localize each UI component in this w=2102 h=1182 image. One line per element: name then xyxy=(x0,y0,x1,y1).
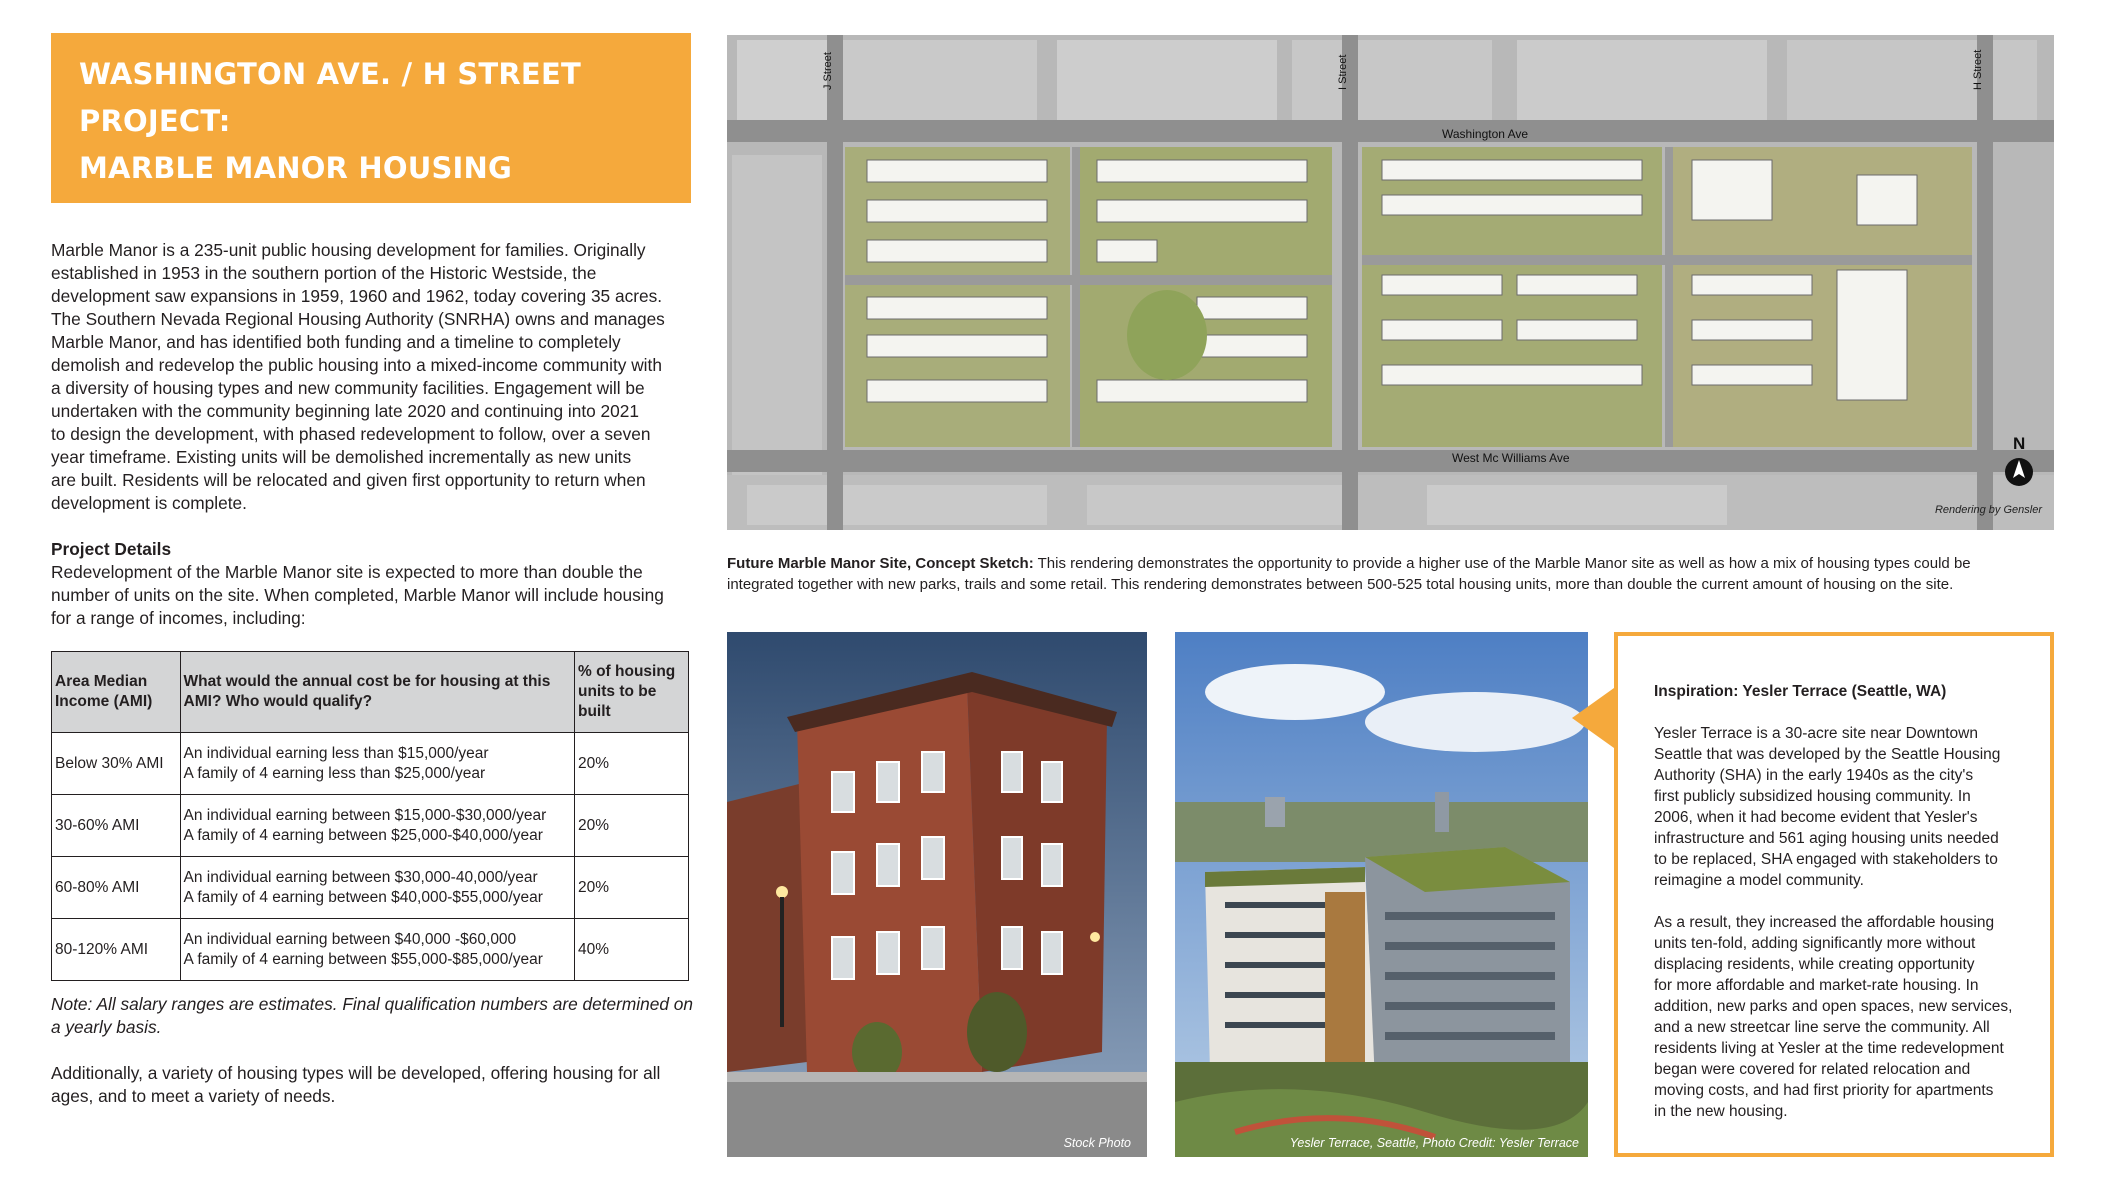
inspiration-paragraph-2 xyxy=(1654,912,2020,1122)
insp-line: first publicly subsidized housing community. In xyxy=(1654,788,1971,805)
yesler-terrace-photo xyxy=(1175,632,1588,1157)
inspiration-box xyxy=(1614,632,2054,1157)
insp-line: residents living at Yesler at the time redevelopment xyxy=(1654,1040,2004,1057)
insp-line: Seattle that was developed by the Seattle Housing xyxy=(1654,746,2001,763)
caption-line-2: integrated together with new parks, trails and some retail. This rendering demonstrates between 500-525 total housing units, more than double the current amount of housing on the site. xyxy=(727,576,1954,593)
page-title-line-1: WASHINGTON AVE. / H STREET PROJECT: xyxy=(79,57,581,138)
yesler-photo-credit: Yesler Terrace, Seattle, Photo Credit: Yesler Terrace xyxy=(1289,1136,1579,1150)
caption-line-1: Future Marble Manor Site, Concept Sketch: This rendering demonstrates the opportunity to provide a higher use of the Marble Manor site as well as how a mix of housing types could be xyxy=(727,555,1971,572)
header-annual-cost: What would the annual cost be for housing at this AMI? Who would qualify? xyxy=(180,652,574,733)
header-ami: Area Median Income (AMI) xyxy=(52,652,181,733)
table-row xyxy=(52,857,689,919)
intro-line: a diversity of housing types and new community facilities. Engagement will be xyxy=(51,378,645,398)
callout-arrow-icon xyxy=(1572,688,1614,748)
label-i-street: I Street xyxy=(1337,54,1349,90)
page-title-line-2: MARBLE MANOR HOUSING xyxy=(79,151,512,185)
insp-line: reimagine a model community. xyxy=(1654,872,1864,889)
intro-line: are built. Residents will be relocated and given first opportunity to return when xyxy=(51,470,646,490)
caption-bold: Future Marble Manor Site, Concept Sketch: xyxy=(727,555,1034,572)
insp-line: moving costs, and had first priority for apartments xyxy=(1654,1082,1994,1099)
cell-percent: 20% xyxy=(574,733,688,795)
insp-line: units ten-fold, adding significantly more without xyxy=(1654,935,1976,952)
intro-line: development saw expansions in 1959, 1960 and 1962, today covering 35 acres. xyxy=(51,286,663,306)
cell-cost: An individual earning between $30,000-40,000/year A family of 4 earning between $40,000-$55,000/year xyxy=(180,857,574,919)
inspiration-paragraph-1 xyxy=(1654,723,2020,891)
label-j-street: J Street xyxy=(822,52,834,90)
table-row xyxy=(52,795,689,857)
ami-table xyxy=(51,651,689,981)
north-label: N xyxy=(2013,434,2026,453)
intro-line: Marble Manor, and has identified both funding and a timeline to completely xyxy=(51,332,621,352)
label-mcwilliams-ave: West Mc Williams Ave xyxy=(1452,451,1570,465)
intro-line: year timeframe. Existing units will be demolished incrementally as new units xyxy=(51,447,632,467)
note-line: a yearly basis. xyxy=(51,1017,162,1037)
cell-percent: 20% xyxy=(574,795,688,857)
cell-ami: Below 30% AMI xyxy=(52,733,181,795)
details-line: Redevelopment of the Marble Manor site is expected to more than double the xyxy=(51,562,643,582)
label-washington-ave: Washington Ave xyxy=(1442,127,1529,141)
cell-cost: An individual earning between $40,000 -$60,000 A family of 4 earning between $55,000-$85,000/year xyxy=(180,919,574,981)
additional-paragraph xyxy=(51,1062,660,1108)
insp-line: As a result, they increased the affordable housing xyxy=(1654,914,1995,931)
table-header-row xyxy=(52,652,689,733)
cell-ami: 80-120% AMI xyxy=(52,919,181,981)
insp-line: began were covered for related relocation and xyxy=(1654,1061,1971,1078)
table-row xyxy=(52,919,689,981)
additional-line: Additionally, a variety of housing types will be developed, offering housing for all xyxy=(51,1063,661,1083)
intro-line: undertaken with the community beginning late 2020 and continuing into 2021 xyxy=(51,401,639,421)
insp-line: infrastructure and 561 aging housing units needed xyxy=(1654,830,1999,847)
intro-line: Marble Manor is a 235-unit public housing development for families. Originally xyxy=(51,240,646,260)
insp-line: addition, new parks and open spaces, new services, xyxy=(1654,998,2013,1015)
insp-line: displacing residents, while creating opportunity xyxy=(1654,956,1975,973)
title-banner xyxy=(51,33,691,232)
inspiration-title: Inspiration: Yesler Terrace (Seattle, WA) xyxy=(1654,683,1947,700)
insp-line: in the new housing. xyxy=(1654,1103,1788,1120)
additional-line: ages, and to meet a variety of needs. xyxy=(51,1086,336,1106)
salary-note xyxy=(51,993,693,1039)
intro-line: The Southern Nevada Regional Housing Authority (SNRHA) owns and manages xyxy=(51,309,665,329)
site-plan-caption xyxy=(727,553,2067,595)
note-line: Note: All salary ranges are estimates. Final qualification numbers are determined on xyxy=(51,994,693,1014)
intro-line: development is complete. xyxy=(51,493,247,513)
header-percent-units: % of housing units to be built xyxy=(574,652,688,733)
project-details-heading: Project Details xyxy=(51,539,172,559)
label-h-street: H Street xyxy=(1972,49,1984,90)
cell-cost: An individual earning less than $15,000/year A family of 4 earning less than $25,000/year xyxy=(180,733,574,795)
intro-line: demolish and redevelop the public housing into a mixed-income community with xyxy=(51,355,662,375)
intro-line: to design the development, with phased redevelopment to follow, over a seven xyxy=(51,424,651,444)
intro-paragraph xyxy=(51,239,696,515)
insp-line: 2006, when it had become evident that Yesler's xyxy=(1654,809,1978,826)
stock-photo xyxy=(727,632,1147,1157)
insp-line: and a new streetcar line serve the community. All xyxy=(1654,1019,1990,1036)
intro-line: established in 1953 in the southern portion of the Historic Westside, the xyxy=(51,263,597,283)
page-title-line-3: REDEVELOPMENT xyxy=(79,198,366,232)
insp-line: to be replaced, SHA engaged with stakeholders to xyxy=(1654,851,1998,868)
cell-percent: 20% xyxy=(574,857,688,919)
rendering-credit: Rendering by Gensler xyxy=(1934,504,2042,516)
table-row xyxy=(52,733,689,795)
cell-percent: 40% xyxy=(574,919,688,981)
cell-ami: 30-60% AMI xyxy=(52,795,181,857)
project-details-paragraph xyxy=(51,561,696,630)
details-line: for a range of incomes, including: xyxy=(51,608,306,628)
details-line: number of units on the site. When completed, Marble Manor will include housing xyxy=(51,585,664,605)
stock-photo-credit: Stock Photo xyxy=(1063,1136,1131,1150)
insp-line: Authority (SHA) in the early 1940s as the city's xyxy=(1654,767,1974,784)
insp-line: for more affordable and market-rate housing. In xyxy=(1654,977,1979,994)
cell-ami: 60-80% AMI xyxy=(52,857,181,919)
insp-line: Yesler Terrace is a 30-acre site near Downtown xyxy=(1654,725,1978,742)
site-plan-rendering xyxy=(727,35,2054,530)
cell-cost: An individual earning between $15,000-$30,000/year A family of 4 earning between $25,000-$40,000/year xyxy=(180,795,574,857)
